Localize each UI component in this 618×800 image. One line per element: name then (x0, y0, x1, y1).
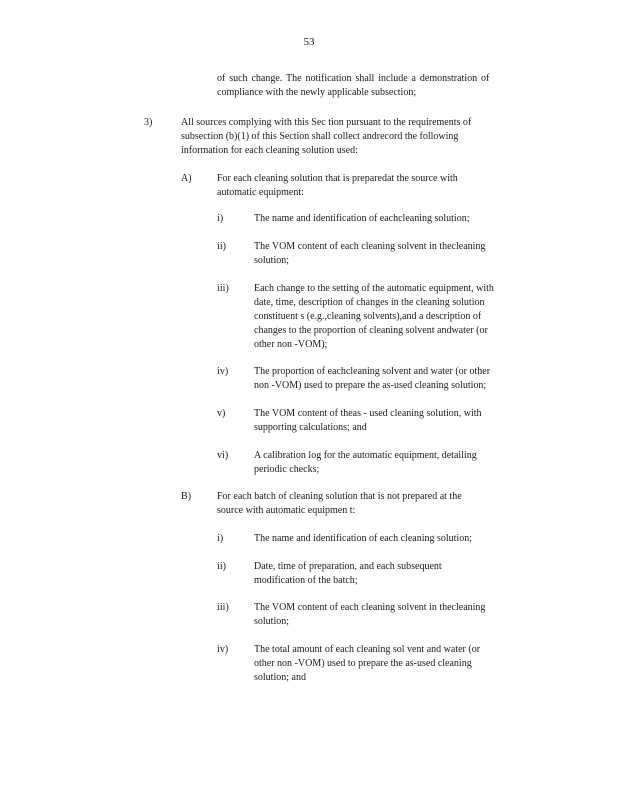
text-line: Date, time of preparation, and each subsequent (254, 561, 442, 572)
item-b-ii-text (254, 560, 442, 588)
text-line: constituent s (e.g.,cleaning solvents),and a description of (254, 311, 482, 322)
item-b-iv-marker: iv) (217, 644, 229, 655)
text-line: automatic equipment: (217, 187, 304, 198)
text-line: The VOM content of theas - used cleaning solution, with (254, 408, 482, 419)
text-line: subsection (b)(1) of this Section shall collect andrecord the following (181, 131, 459, 142)
text-line: The VOM content of each cleaning solvent in thecleaning (254, 602, 486, 613)
text-line: solution; and (254, 672, 306, 683)
text-line: source with automatic equipmen t: (217, 505, 356, 516)
section-3-marker: 3) (144, 117, 153, 128)
text-line: For each batch of cleaning solution that is not prepared at the (217, 491, 462, 502)
text-line: changes to the proportion of cleaning solvent andwater (or (254, 325, 488, 336)
text-line: modification of the batch; (254, 575, 358, 586)
text-line: All sources complying with this Sec tion pursuant to the requirements of (181, 117, 472, 128)
item-a-iv-marker: iv) (217, 366, 229, 377)
item-a-ii-text (254, 240, 485, 268)
text-line: non -VOM) used to prepare the as-used cleaning solution; (254, 380, 487, 391)
continuation-paragraph (217, 72, 489, 100)
text-line: date, time, description of changes in the cleaning solution (254, 297, 485, 308)
item-a-i-marker: i) (217, 213, 224, 224)
text-line: The name and identification of eachcleaning solution; (254, 213, 470, 224)
text-line: solution; (254, 616, 290, 627)
item-a-ii-marker: ii) (217, 241, 227, 252)
item-b-iii-text (254, 601, 485, 629)
item-b-i-marker: i) (217, 533, 224, 544)
text-line: other non -VOM) used to prepare the as-used cleaning (254, 658, 472, 669)
text-line: information for each cleaning solution used: (181, 145, 358, 156)
item-a-iii-text (254, 282, 494, 352)
text-line: other non -VOM); (254, 339, 328, 350)
text-line: of such change. The notification shall include a demonstration of (217, 73, 490, 84)
item-a-iv-text (254, 365, 490, 393)
item-a-i-text (254, 212, 469, 226)
text-line: The VOM content of each cleaning solvent in thecleaning (254, 241, 486, 252)
text-line: periodic checks; (254, 464, 320, 475)
item-b-paragraph (217, 490, 462, 518)
text-line: compliance with the newly applicable subsection; (217, 87, 417, 98)
text-line: The total amount of each cleaning sol vent and water (or (254, 644, 481, 655)
item-a-paragraph (217, 172, 458, 200)
page-number: 53 (303, 36, 315, 48)
item-a-vi-text (254, 449, 477, 477)
text-line: Each change to the setting of the automatic equipment, with (254, 283, 494, 294)
item-a-v-marker: v) (217, 408, 226, 419)
item-a-iii-marker: iii) (217, 283, 229, 294)
text-line: The name and identification of each cleaning solution; (254, 533, 472, 544)
item-a-vi-marker: vi) (217, 450, 229, 461)
text-line: The proportion of eachcleaning solvent and water (or other (254, 366, 491, 377)
section-3-paragraph (181, 116, 471, 158)
item-a-v-text (254, 407, 482, 435)
item-b-iii-marker: iii) (217, 602, 229, 613)
text-line: For each cleaning solution that is preparedat the source with (217, 173, 458, 184)
text-line: solution; (254, 255, 290, 266)
item-b-marker: B) (181, 491, 192, 502)
item-b-i-text (254, 532, 472, 546)
item-b-ii-marker: ii) (217, 561, 227, 572)
item-a-marker: A) (181, 173, 192, 184)
text-line: A calibration log for the automatic equipment, detailing (254, 450, 477, 461)
text-line: supporting calculations; and (254, 422, 367, 433)
item-b-iv-text (254, 643, 480, 685)
